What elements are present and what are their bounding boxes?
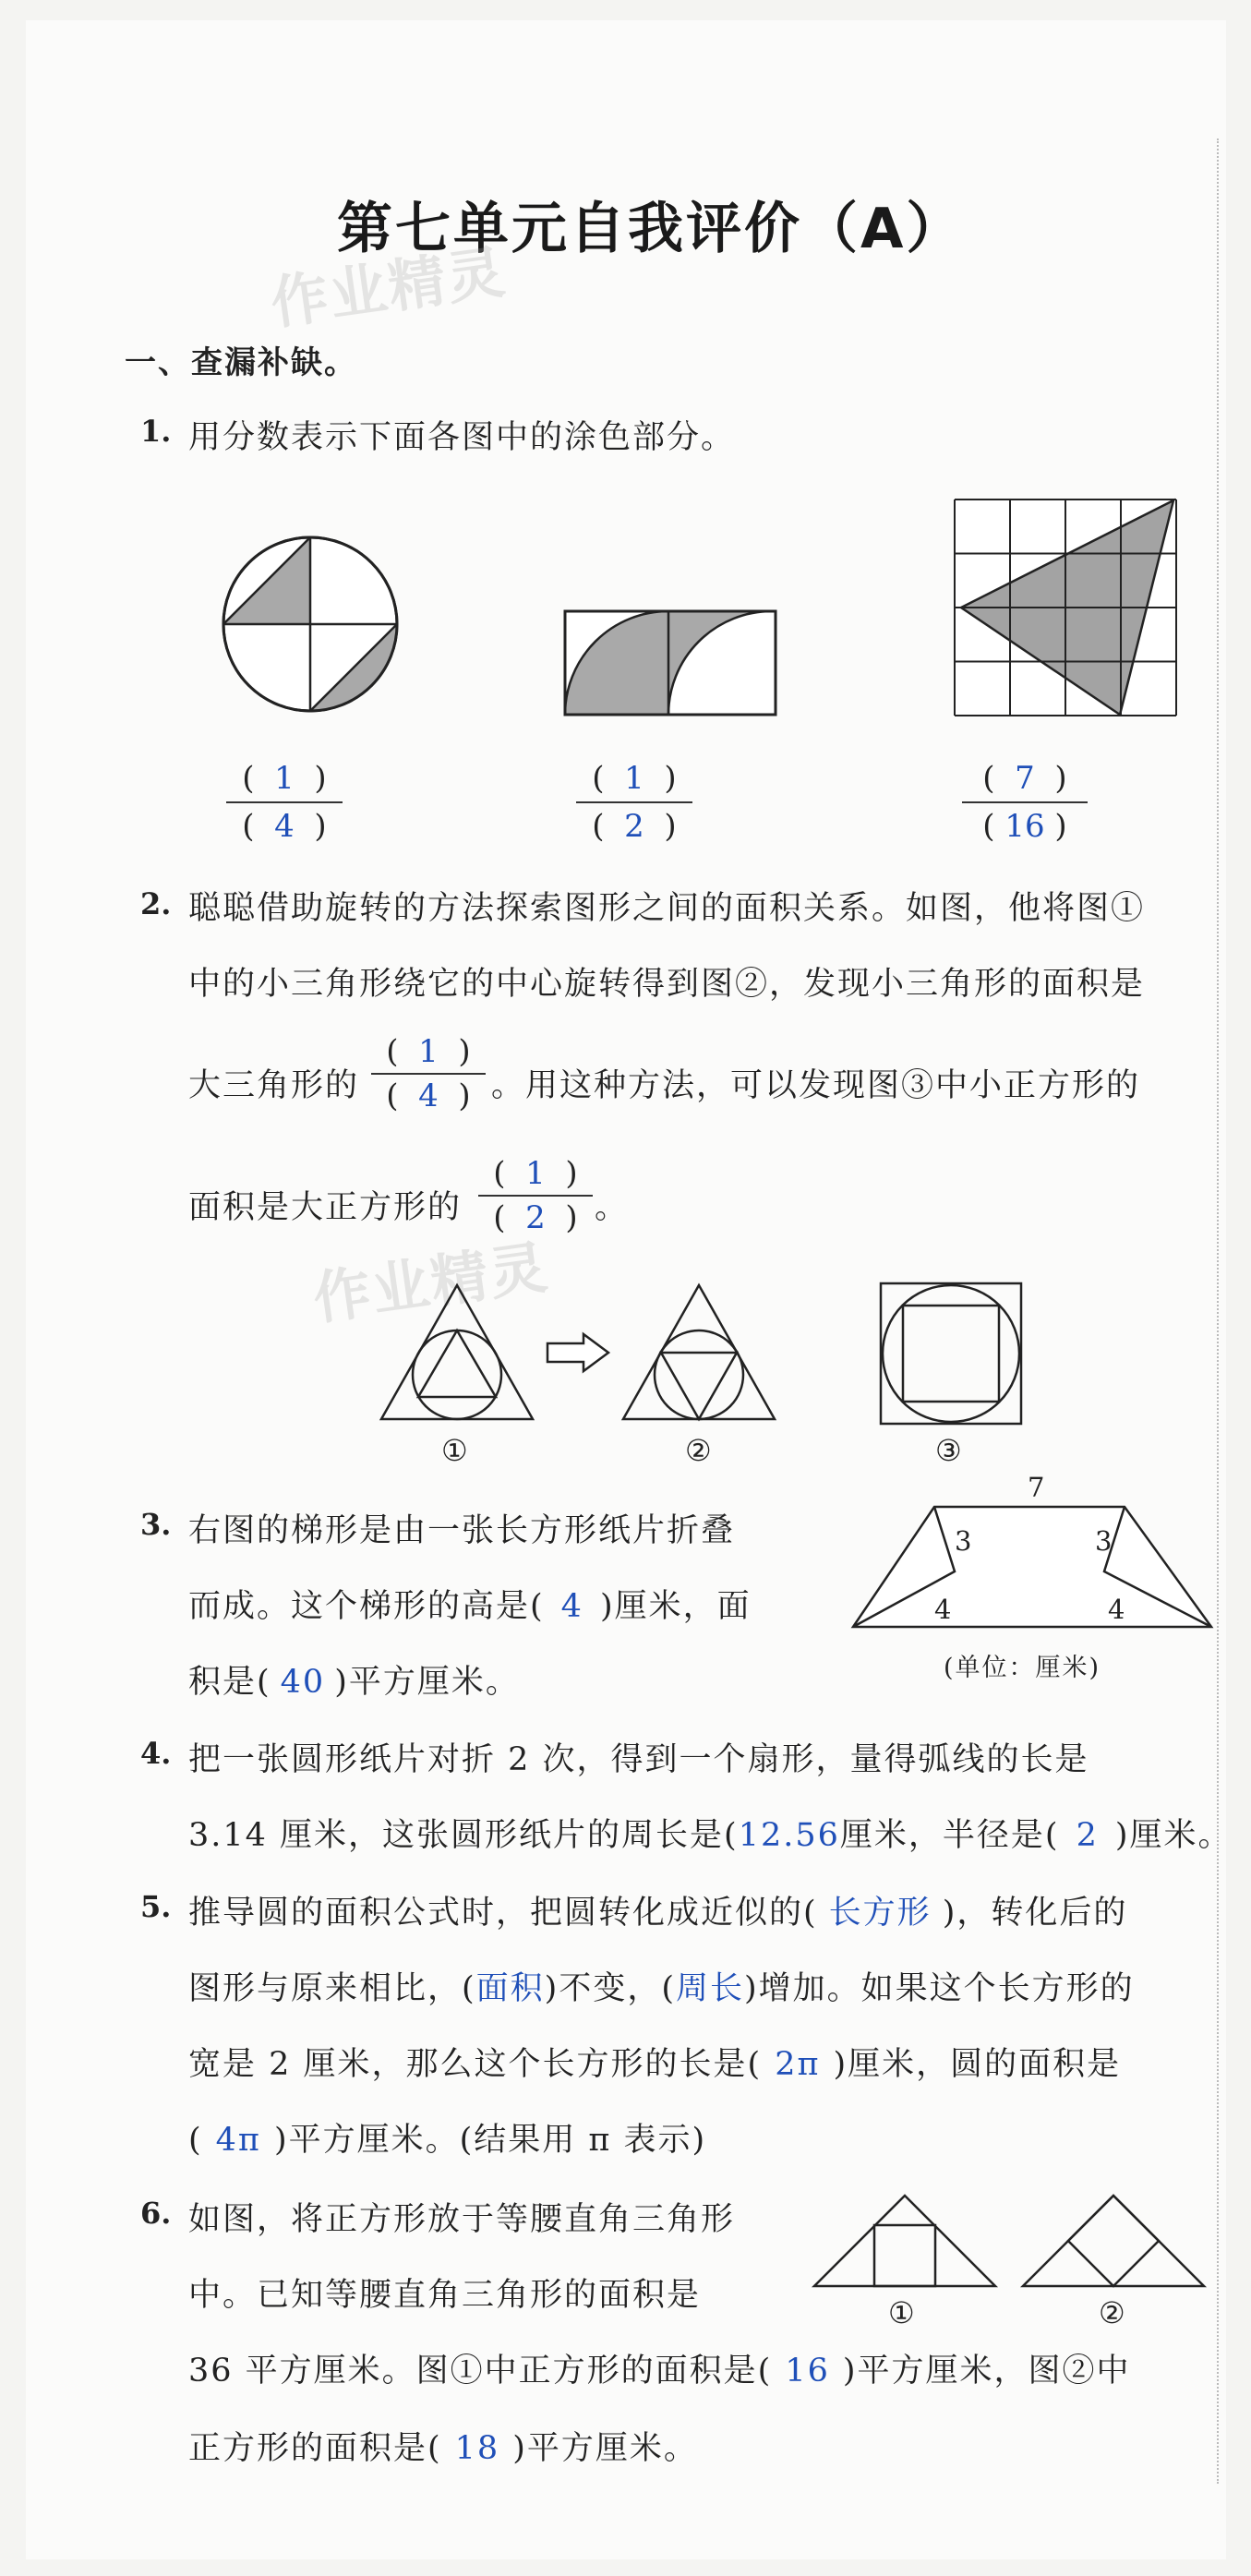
q6-line4b: )平方厘米。 bbox=[512, 2430, 698, 2467]
q4-number: 4. bbox=[140, 1736, 172, 1771]
q1-answer-1-den: 4 bbox=[274, 808, 295, 845]
q6-figure-1 bbox=[812, 2194, 997, 2288]
q5-line2a: 图形与原来相比，( bbox=[188, 1970, 476, 2007]
q3-line2b: )厘米，面 bbox=[599, 1588, 752, 1625]
q4-answer-radius: 2 bbox=[1076, 1817, 1099, 1854]
q3-unit: (单位：厘米) bbox=[944, 1654, 1101, 1682]
q5-line2c: )增加。如果这个长方形的 bbox=[744, 1970, 1135, 2007]
q5-line3 bbox=[188, 2039, 1121, 2085]
watermark: 作业精灵 bbox=[266, 237, 511, 338]
q1-answer-3: ( 7 ) ( 16 ) bbox=[960, 755, 1089, 849]
q6-answer-1: 16 bbox=[785, 2353, 830, 2389]
q2-label-1: ① bbox=[441, 1433, 470, 1468]
q6-line4 bbox=[188, 2423, 698, 2469]
q1-answer-1-num: 1 bbox=[274, 760, 295, 797]
q6-figure-2 bbox=[1021, 2194, 1206, 2288]
q5-line4b: )平方厘米。(结果用 π 表示) bbox=[273, 2122, 707, 2159]
q2-fraction-1-den: 4 bbox=[418, 1077, 439, 1114]
q5-answer-same: 面积 bbox=[475, 1970, 545, 2007]
q4-line2a: 3.14 厘米，这张圆形纸片的周长是( bbox=[188, 1817, 739, 1854]
q2-figure-1 bbox=[379, 1283, 535, 1422]
q2-line4b: 。 bbox=[595, 1189, 630, 1226]
q1-answer-3-den: 16 bbox=[1004, 808, 1045, 845]
q1-answer-2-den: 2 bbox=[624, 808, 644, 845]
q2-figure-3 bbox=[879, 1282, 1023, 1426]
q2-line1: 聪聪借助旋转的方法探索图形之间的面积关系。如图，他将图① bbox=[188, 890, 1146, 927]
q6-label-2: ② bbox=[1099, 2295, 1127, 2330]
q6-answer-2: 18 bbox=[454, 2430, 500, 2467]
q4-answer-perimeter: 12.56 bbox=[738, 1817, 840, 1854]
q1-figure-circle bbox=[220, 534, 401, 715]
q6-line4a: 正方形的面积是( bbox=[188, 2430, 442, 2467]
q3-line1: 右图的梯形是由一张长方形纸片折叠 bbox=[188, 1512, 736, 1549]
q4-line2c: )厘米。 bbox=[1114, 1817, 1233, 1854]
q1-answer-3-num: 7 bbox=[1015, 760, 1035, 797]
section-heading: 一、查漏补缺。 bbox=[125, 344, 357, 381]
q2-fraction-1-num: 1 bbox=[418, 1033, 439, 1070]
q4-line2 bbox=[188, 1810, 1233, 1856]
q6-line1: 如图，将正方形放于等腰直角三角形 bbox=[188, 2201, 736, 2238]
q3-label-top: 7 bbox=[1028, 1472, 1047, 1503]
q5-answer-more: 周长 bbox=[675, 1970, 744, 2007]
q3-label-right-side: 3 bbox=[1095, 1525, 1114, 1557]
q2-fraction-2-den: 2 bbox=[525, 1199, 546, 1236]
q5-answer-length: 2π bbox=[775, 2046, 821, 2083]
q1-text: 用分数表示下面各图中的涂色部分。 bbox=[188, 419, 736, 456]
q2-line3a: 大三角形的 bbox=[188, 1067, 360, 1104]
q3-line3b: )平方厘米。 bbox=[334, 1664, 520, 1701]
q5-line4a: ( bbox=[188, 2122, 203, 2159]
q2-label-3: ③ bbox=[935, 1433, 964, 1468]
q3-number: 3. bbox=[140, 1507, 172, 1542]
q3-line2 bbox=[188, 1581, 752, 1627]
q3-line3a: 积是( bbox=[188, 1664, 271, 1701]
q6-line3 bbox=[188, 2345, 1131, 2391]
q5-line1 bbox=[188, 1887, 1127, 1933]
q5-line3a: 宽是 2 厘米，那么这个长方形的长是( bbox=[188, 2046, 763, 2083]
q1-answer-1: ( 1 ) ( 4 ) bbox=[224, 755, 344, 849]
q5-number: 5. bbox=[140, 1889, 172, 1924]
q5-line2b: )不变，( bbox=[544, 1970, 676, 2007]
q5-line2 bbox=[188, 1963, 1135, 2009]
q1-answer-2-num: 1 bbox=[624, 760, 644, 797]
q2-number: 2. bbox=[140, 886, 172, 921]
q5-answer-shape: 长方形 bbox=[828, 1895, 932, 1932]
q3-label-left-side: 3 bbox=[955, 1525, 974, 1557]
q5-line3b: )厘米，圆的面积是 bbox=[833, 2046, 1122, 2083]
q2-line2: 中的小三角形绕它的中心旋转得到图②，发现小三角形的面积是 bbox=[188, 966, 1146, 1003]
q6-line3a: 36 平方厘米。图①中正方形的面积是( bbox=[188, 2353, 773, 2389]
q6-number: 6. bbox=[140, 2196, 172, 2231]
q6-label-1: ① bbox=[888, 2295, 917, 2330]
q3-line3 bbox=[188, 1656, 520, 1703]
q2-arrow bbox=[545, 1331, 611, 1374]
q2-fraction-2: ( 1 ) ( 2 ) bbox=[478, 1152, 593, 1239]
q1-figure-grid bbox=[954, 499, 1177, 716]
q1-answer-2: ( 1 ) ( 2 ) bbox=[574, 755, 694, 849]
q1-figure-rectangle bbox=[563, 609, 777, 716]
q5-line1a: 推导圆的面积公式时，把圆转化成近似的( bbox=[188, 1895, 818, 1932]
q4-line2b: 厘米，半径是( bbox=[839, 1817, 1060, 1854]
q2-line4a: 面积是大正方形的 bbox=[188, 1189, 463, 1226]
page-title: 第七单元自我评价（A） bbox=[337, 197, 965, 261]
margin-dotted-line bbox=[1217, 138, 1219, 2484]
q2-fraction-1: ( 1 ) ( 4 ) bbox=[371, 1030, 486, 1117]
q2-fraction-2-num: 1 bbox=[525, 1155, 546, 1192]
q3-figure-trapezoid bbox=[851, 1501, 1213, 1631]
q4-line1: 把一张圆形纸片对折 2 次，得到一个扇形，量得弧线的长是 bbox=[188, 1741, 1089, 1778]
q2-line3b: 。用这种方法，可以发现图③中小正方形的 bbox=[491, 1067, 1141, 1104]
q5-line1b: )，转化后的 bbox=[942, 1895, 1128, 1932]
q6-line2: 中。已知等腰直角三角形的面积是 bbox=[188, 2277, 702, 2314]
q2-label-2: ② bbox=[685, 1433, 714, 1468]
q5-answer-circle: 4π bbox=[215, 2122, 261, 2159]
q3-label-left-bottom: 4 bbox=[934, 1594, 954, 1625]
q3-answer-height: 4 bbox=[560, 1588, 583, 1625]
watermark-2: 作业精灵 bbox=[308, 1233, 553, 1333]
q5-line4 bbox=[188, 2114, 706, 2161]
q6-line3b: )平方厘米，图②中 bbox=[842, 2353, 1131, 2389]
q3-answer-area: 40 bbox=[280, 1664, 326, 1701]
q3-label-right-bottom: 4 bbox=[1108, 1594, 1127, 1625]
q3-line2a: 而成。这个梯形的高是( bbox=[188, 1588, 545, 1625]
q1-number: 1. bbox=[140, 414, 172, 449]
q2-figure-2 bbox=[620, 1283, 777, 1422]
